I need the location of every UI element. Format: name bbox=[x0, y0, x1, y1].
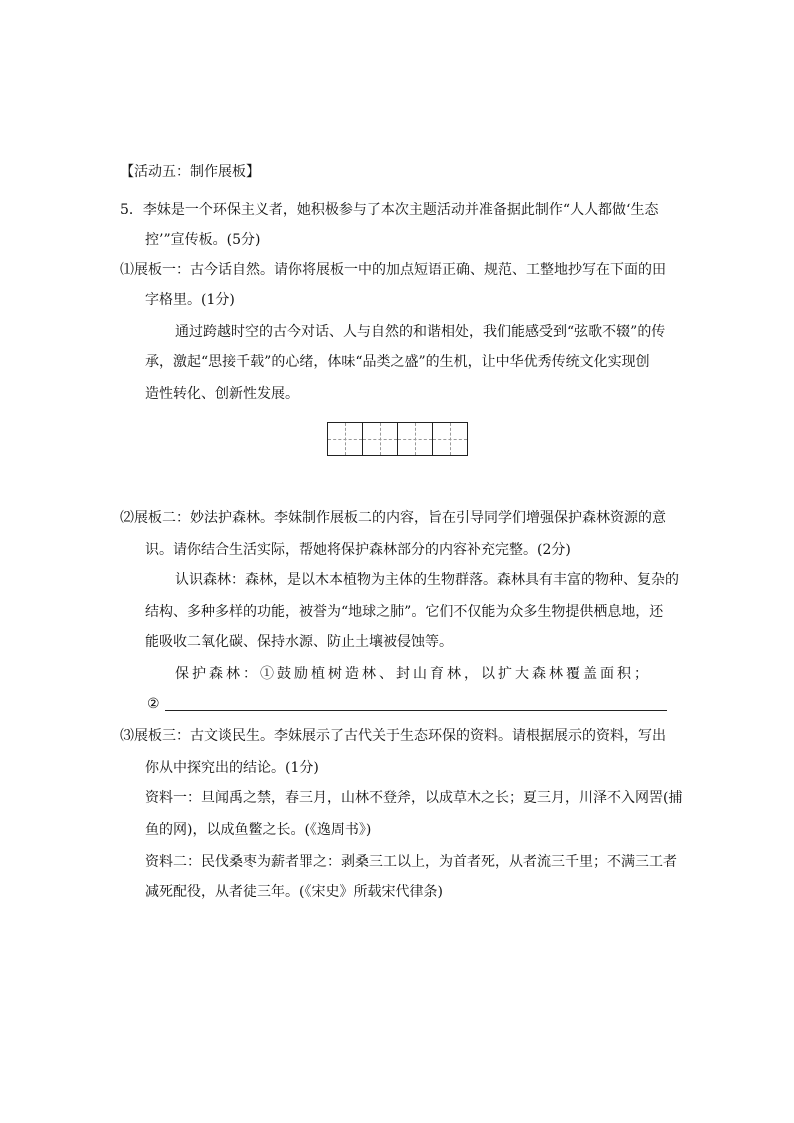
part2-know-line-3: 能吸收二氧化碳、保持水源、防止土壤被侵蚀等。 bbox=[145, 634, 453, 650]
part1-passage-line-3: 造性转化、创新性发展。 bbox=[145, 386, 299, 402]
answer-blank-line[interactable] bbox=[165, 710, 667, 711]
question-line-1: 5．李妹是一个环保主义者，她积极参与了本次主题活动并准备据此制作“人人都做‘生态 bbox=[120, 202, 659, 218]
part2-know-line-1: 认识森林：森林，是以木本植物为主体的生物群落。森林具有丰富的物种、复杂的 bbox=[175, 572, 679, 588]
part3-material-2-line-1: 资料二：民伐桑枣为薪者罪之：剥桑三工以上，为首者死，从者流三千里；不满三工者 bbox=[145, 854, 677, 870]
part1-line-2: 字格里。(1分) bbox=[145, 292, 235, 308]
part1-passage-line-1: 通过跨越时空的古今对话、人与自然的和谐相处，我们能感受到“弦歌不辍”的传 bbox=[175, 324, 666, 340]
grid-cell[interactable] bbox=[398, 423, 433, 455]
part2-blank-marker: ② bbox=[147, 696, 160, 712]
part2-protect-line: 保护森林：①鼓励植树造林、封山育林，以扩大森林覆盖面积； bbox=[175, 666, 651, 682]
question-line-2: 控’”宣传板。(5分) bbox=[145, 232, 261, 248]
tianzi-grid bbox=[327, 422, 468, 456]
part2-know-line-2: 结构、多种多样的功能，被誉为“地球之肺”。它们不仅能为众多生物提供栖息地，还 bbox=[145, 604, 664, 620]
grid-cell[interactable] bbox=[363, 423, 398, 455]
grid-cell[interactable] bbox=[328, 423, 363, 455]
activity-heading: 【活动五：制作展板】 bbox=[120, 164, 260, 180]
grid-cell[interactable] bbox=[433, 423, 467, 455]
part3-line-2: 你从中探究出的结论。(1分) bbox=[145, 760, 319, 776]
part1-passage-line-2: 承，激起“思接千载”的心绪，体味“品类之盛”的生机，让中华优秀传统文化实现创 bbox=[145, 354, 650, 370]
part3-line-1: ⑶展板三：古文谈民生。李妹展示了古代关于生态环保的资料。请根据展示的资料，写出 bbox=[120, 728, 666, 744]
part3-material-2-line-2: 减死配役，从者徒三年。(《宋史》所载宋代律条) bbox=[145, 884, 443, 900]
part1-line-1: ⑴展板一：古今话自然。请你将展板一中的加点短语正确、规范、工整地抄写在下面的田 bbox=[120, 262, 666, 278]
part3-material-1-line-1: 资料一：旦闻禹之禁，春三月，山林不登斧，以成草木之长；夏三月，川泽不入网罟(捕 bbox=[145, 790, 683, 806]
part3-material-1-line-2: 鱼的网)，以成鱼鳖之长。(《逸周书》) bbox=[145, 822, 372, 838]
part2-line-1: ⑵展板二：妙法护森林。李妹制作展板二的内容，旨在引导同学们增强保护森林资源的意 bbox=[120, 510, 666, 526]
part2-line-2: 识。请你结合生活实际，帮她将保护森林部分的内容补充完整。(2分) bbox=[145, 542, 571, 558]
